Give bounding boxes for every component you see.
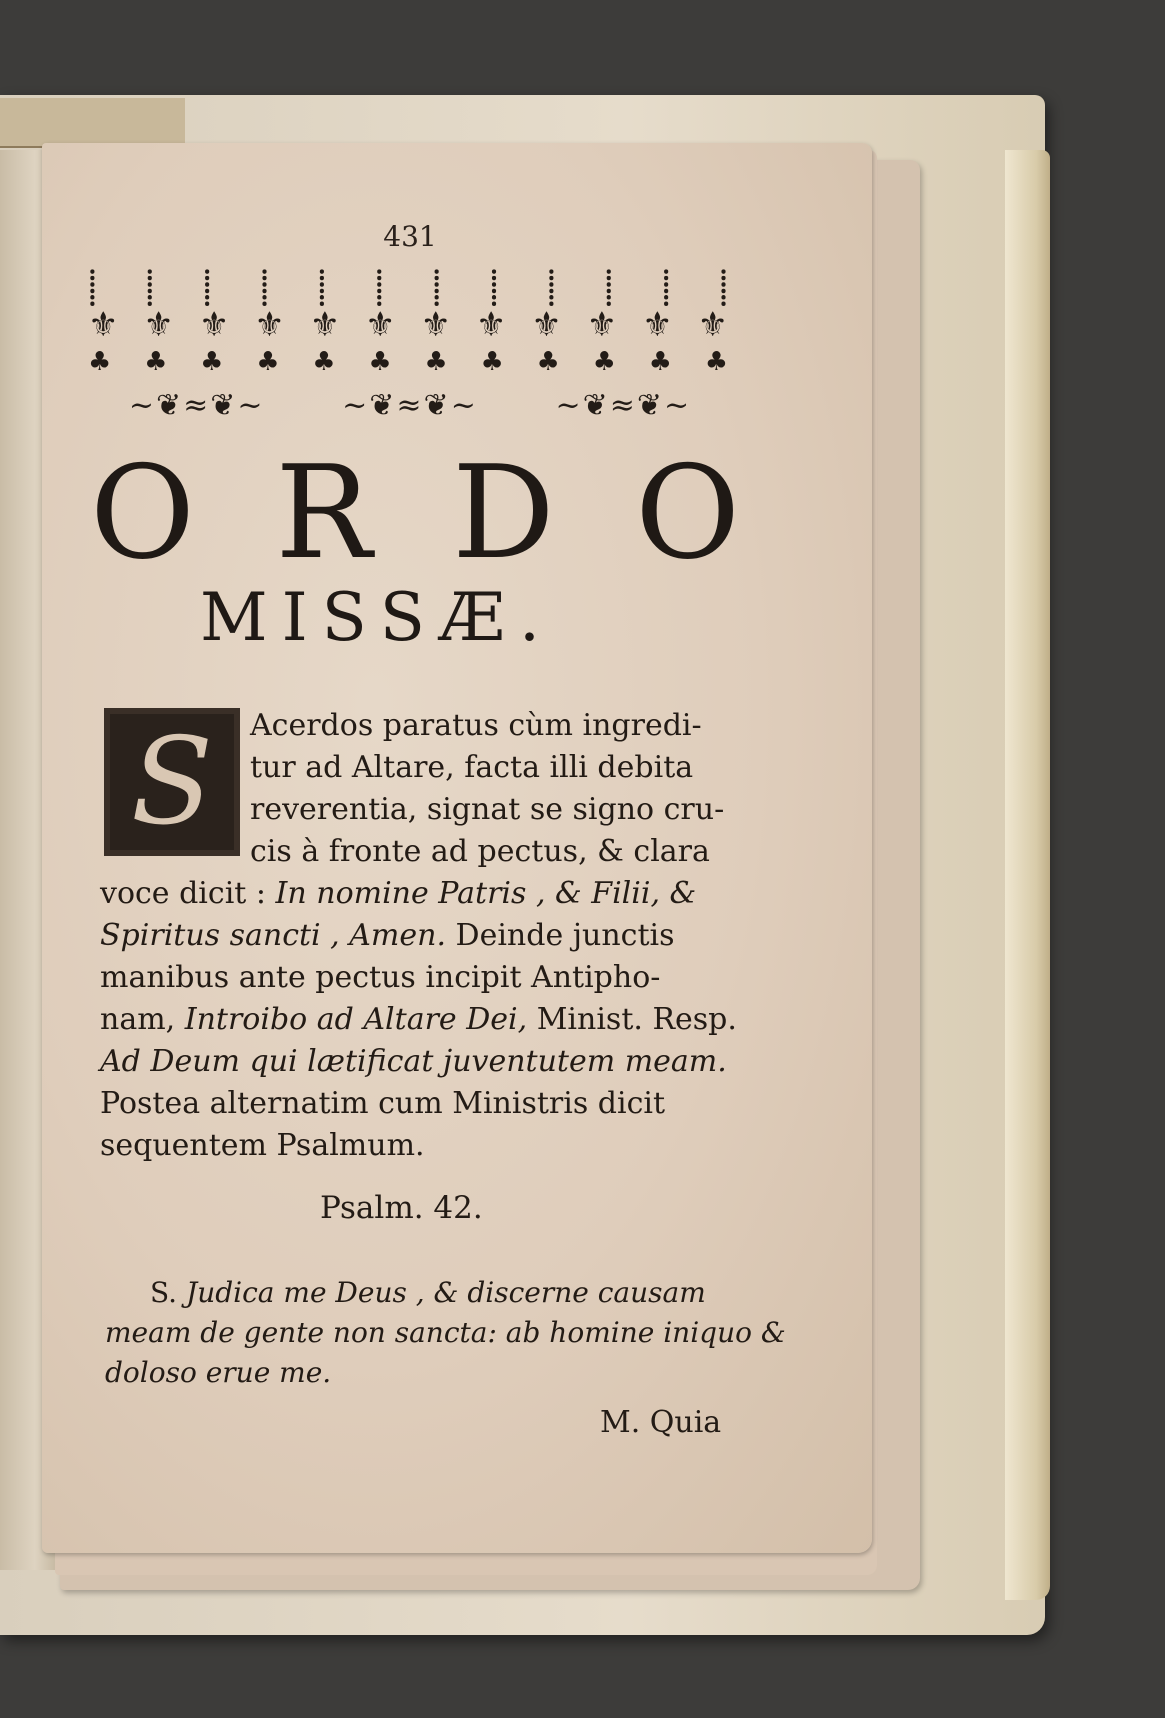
psalm-heading: Psalm. 42. xyxy=(320,1190,483,1226)
text-line: manibus ante pectus incipit Antipho- xyxy=(100,960,661,995)
page-title: O R D O xyxy=(90,439,740,588)
text-line: S. Judica me Deus , & discerne causam xyxy=(150,1276,706,1309)
text-line: sequentem Psalmum. xyxy=(100,1128,425,1163)
text-line: tur ad Altare, facta illi debita xyxy=(250,750,694,785)
text-line: Spiritus sancti , Amen. Deinde junctis xyxy=(100,918,675,953)
cover-label-strip xyxy=(0,98,185,148)
text-line: Postea alternatim cum Ministris dicit xyxy=(100,1086,666,1121)
text-line: reverentia, signat se signo cru- xyxy=(250,792,725,827)
cover-edge xyxy=(1005,150,1050,1600)
ornament-band: ♣ ♣ ♣ ♣ ♣ ♣ ♣ ♣ ♣ ♣ ♣ ♣ xyxy=(88,347,728,377)
page-number: 431 xyxy=(383,220,437,253)
text-line: nam, Introibo ad Altare Dei, Minist. Resp. xyxy=(100,1002,737,1037)
text-line: Ad Deum qui lætificat juventutem meam. xyxy=(100,1044,727,1079)
page-subtitle: MISSÆ. xyxy=(200,579,554,656)
drop-cap: S xyxy=(104,708,240,856)
ornament-band: ⚜ ⚜ ⚜ ⚜ ⚜ ⚜ ⚜ ⚜ ⚜ ⚜ ⚜ ⚜ xyxy=(88,305,728,345)
text-line: doloso erue me. xyxy=(105,1356,332,1389)
ornament-band: ~❦≈❦~ ~❦≈❦~ ~❦≈❦~ xyxy=(128,387,692,423)
text-line: cis à fronte ad pectus, & clara xyxy=(250,834,710,869)
text-line: Acerdos paratus cùm ingredi- xyxy=(250,708,702,743)
text-line: voce dicit : In nomine Patris , & Filii, & xyxy=(100,876,697,911)
ornament-band: ⸽ ⸽ ⸽ ⸽ ⸽ ⸽ ⸽ ⸽ ⸽ ⸽ ⸽ ⸽ xyxy=(88,268,728,308)
text-line: meam de gente non sancta: ab homine iniquo & xyxy=(105,1316,786,1349)
catchword: M. Quia xyxy=(600,1405,722,1440)
